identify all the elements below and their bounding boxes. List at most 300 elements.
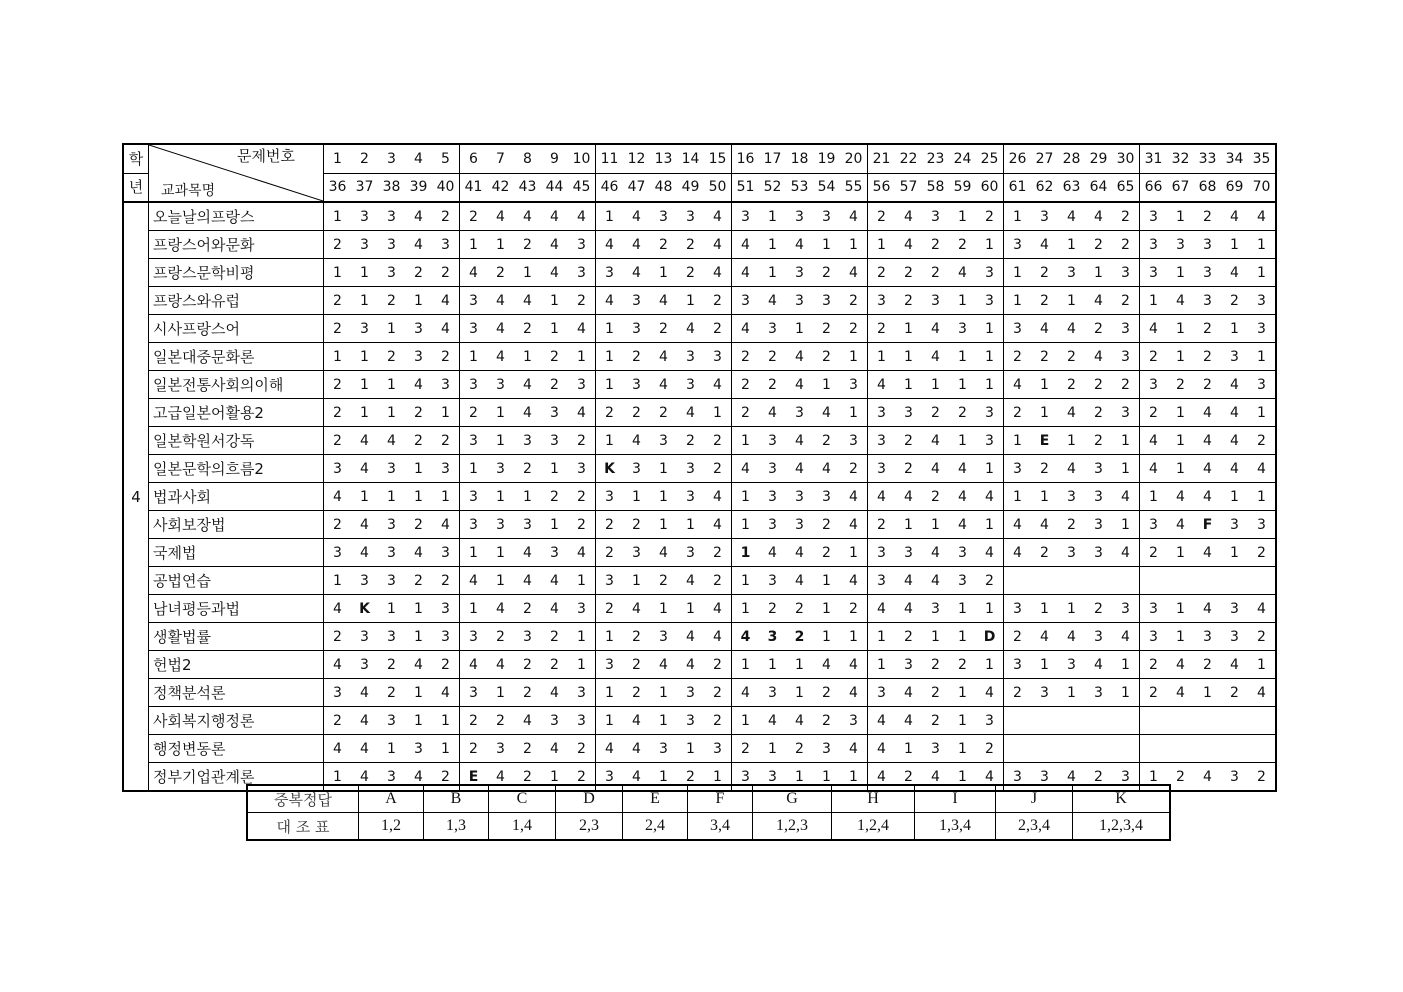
problem-number: 28 [1058,144,1085,173]
answer-cell: 3 [1004,315,1032,343]
answer-cell: 2 [568,483,596,511]
answer-cell: 1 [351,343,378,371]
subject-name: 헌법2 [149,651,324,679]
answer-cell: 3 [378,511,405,539]
answer-cell [1248,567,1276,595]
answer-cell: 4 [786,343,813,371]
answer-cell [1031,707,1058,735]
answer-cell: K [351,595,378,623]
answer-cell: 2 [432,259,460,287]
answer-cell: 3 [976,399,1004,427]
answer-cell: 2 [868,202,896,231]
answer-cell: 2 [786,623,813,651]
answer-cell: 1 [514,343,541,371]
answer-cell: 1 [487,539,514,567]
answer-cell: 3 [759,567,786,595]
answer-cell: 2 [868,511,896,539]
answer-cell: 3 [813,287,840,315]
header-row-top [123,144,1276,173]
answer-cell: 3 [324,539,352,567]
answer-cell: 3 [568,259,596,287]
answer-cell: 2 [732,371,760,399]
answer-cell: 2 [650,231,677,259]
legend-value: 1,2 [359,813,424,841]
answer-cell: 2 [1194,651,1221,679]
answer-cell: 2 [623,679,650,707]
answer-cell: 4 [596,231,624,259]
answer-cell: 4 [1194,539,1221,567]
answer-cell: 2 [1058,343,1085,371]
answer-cell: 2 [1248,623,1276,651]
answer-cell: 2 [813,707,840,735]
answer-cell: 1 [1140,763,1168,792]
answer-cell: 3 [1221,623,1248,651]
answer-cell [1004,735,1032,763]
answer-cell: 3 [1004,651,1032,679]
subject-name: 오늘날의프랑스 [149,202,324,231]
answer-cell: 3 [813,483,840,511]
answer-cell: 3 [378,231,405,259]
answer-cell: 2 [895,259,922,287]
answer-cell: 1 [568,623,596,651]
answer-cell: 3 [1167,231,1194,259]
answer-cell: 1 [650,511,677,539]
answer-cell: 4 [677,623,704,651]
answer-cell: 1 [650,595,677,623]
answer-cell: 4 [786,371,813,399]
answer-cell: 3 [759,315,786,343]
problem-number: 44 [541,173,568,202]
answer-cell: 4 [1194,455,1221,483]
answer-cell: 1 [432,483,460,511]
answer-cell: 1 [460,595,488,623]
answer-cell: 2 [460,202,488,231]
legend-value: 3,4 [688,813,753,841]
answer-cell: 1 [650,707,677,735]
answer-cell: 4 [1194,595,1221,623]
answer-cell: 1 [568,651,596,679]
problem-number: 20 [840,144,868,173]
answer-cell: 1 [1140,483,1168,511]
answer-cell: 1 [1221,315,1248,343]
answer-cell: 4 [568,539,596,567]
answer-cell: 2 [868,315,896,343]
subject-label: 교과목명 [161,183,216,199]
answer-cell: 4 [650,371,677,399]
answer-cell [1058,567,1085,595]
answer-cell: 2 [1221,287,1248,315]
answer-cell: 3 [976,427,1004,455]
answer-cell: 3 [1085,455,1112,483]
header-diagonal-cell [149,144,324,202]
answer-cell: 3 [1085,623,1112,651]
answer-cell: 3 [1058,651,1085,679]
answer-cell: 3 [732,202,760,231]
answer-cell: 1 [1004,259,1032,287]
answer-cell: 2 [1221,679,1248,707]
answer-cell: 1 [732,707,760,735]
answer-cell: 1 [405,595,432,623]
answer-cell: 2 [1167,763,1194,792]
problem-number: 8 [514,144,541,173]
answer-cell: 3 [1140,259,1168,287]
answer-cell: 3 [460,483,488,511]
answer-cell: 1 [732,567,760,595]
answer-cell: 2 [324,707,352,735]
answer-cell: 3 [351,202,378,231]
answer-cell: 2 [1085,763,1112,792]
answer-cell: 4 [432,679,460,707]
answer-cell: 3 [568,595,596,623]
answer-cell: 3 [786,259,813,287]
answer-cell: 2 [813,315,840,343]
answer-cell [1221,567,1248,595]
answer-cell: 4 [922,455,949,483]
answer-cell: 4 [840,202,868,231]
answer-cell: 4 [949,259,976,287]
answer-cell: 4 [351,539,378,567]
subject-row [123,735,1276,763]
answer-cell: 2 [487,623,514,651]
answer-cell: 1 [813,763,840,792]
answer-cell: 4 [541,735,568,763]
answer-cell: 2 [596,595,624,623]
answer-cell: 2 [405,511,432,539]
answer-cell: 3 [922,735,949,763]
answer-cell: 3 [1140,231,1168,259]
problem-number: 40 [432,173,460,202]
problem-number: 45 [568,173,596,202]
problem-number: 38 [378,173,405,202]
answer-cell: 4 [405,539,432,567]
answer-cell: 3 [623,371,650,399]
answer-cell: 4 [1221,202,1248,231]
problem-number: 23 [922,144,949,173]
answer-cell: 3 [976,287,1004,315]
legend-label-top: 중복정답 [247,785,359,813]
answer-cell: 1 [868,651,896,679]
answer-cell: 2 [460,735,488,763]
answer-cell: 4 [704,259,732,287]
answer-cell: 1 [1058,679,1085,707]
problem-number: 22 [895,144,922,173]
answer-cell: 3 [1112,315,1140,343]
answer-cell: 3 [1031,763,1058,792]
answer-cell: 4 [650,343,677,371]
answer-cell: 3 [487,455,514,483]
answer-cell [1140,567,1168,595]
answer-cell: 2 [514,651,541,679]
problem-number: 16 [732,144,760,173]
answer-cell: 4 [1140,455,1168,483]
answer-cell: 1 [895,343,922,371]
answer-cell: F [1194,511,1221,539]
answer-cell: 1 [840,539,868,567]
answer-cell: 2 [1085,231,1112,259]
legend-value: 1,2,4 [832,813,915,841]
answer-cell: 3 [677,539,704,567]
answer-cell: 4 [1112,483,1140,511]
answer-cell: 2 [786,735,813,763]
answer-cell: 1 [432,399,460,427]
problem-number: 65 [1112,173,1140,202]
answer-cell: 4 [759,707,786,735]
legend-letter: A [359,785,424,813]
answer-cell: 1 [650,763,677,792]
answer-cell: 3 [759,427,786,455]
problem-number: 27 [1031,144,1058,173]
answer-cell: 2 [1112,371,1140,399]
answer-cell [1112,567,1140,595]
problem-number: 33 [1194,144,1221,173]
answer-cell: 4 [514,539,541,567]
answer-cell: 4 [922,763,949,792]
answer-cell: 4 [487,287,514,315]
answer-cell: 4 [840,567,868,595]
answer-cell: 1 [324,343,352,371]
answer-cell: 4 [405,651,432,679]
answer-cell: 2 [432,343,460,371]
answer-cell: 1 [1248,259,1276,287]
answer-cell: 1 [759,735,786,763]
answer-cell: 4 [351,735,378,763]
answer-cell: 3 [1085,483,1112,511]
problem-number: 21 [868,144,896,173]
problem-number: 31 [1140,144,1168,173]
answer-cell: 2 [623,623,650,651]
answer-cell: 4 [596,735,624,763]
answer-cell: 4 [732,231,760,259]
answer-cell: 2 [840,315,868,343]
subject-name: 사회복지행정론 [149,707,324,735]
answer-cell: 4 [514,371,541,399]
answer-cell: 2 [650,399,677,427]
answer-cell: 2 [895,763,922,792]
answer-cell: 1 [976,651,1004,679]
answer-cell: 2 [677,259,704,287]
answer-cell: 4 [351,511,378,539]
answer-cell: 1 [732,539,760,567]
answer-cell: 3 [378,202,405,231]
answer-cell: 4 [868,707,896,735]
answer-cell [1140,735,1168,763]
answer-cell: 4 [1140,427,1168,455]
problem-number: 32 [1167,144,1194,173]
answer-cell: 2 [623,343,650,371]
answer-cell: 1 [759,231,786,259]
answer-cell: 2 [1085,427,1112,455]
subject-name: 국제법 [149,539,324,567]
answer-cell: 4 [432,315,460,343]
answer-cell: 1 [487,483,514,511]
answer-cell: 3 [949,539,976,567]
answer-cell: 4 [351,763,378,792]
answer-cell: 3 [1140,202,1168,231]
answer-cell: 4 [405,371,432,399]
answer-cell: 2 [922,231,949,259]
answer-cell: 1 [1167,259,1194,287]
legend-value: 1,2,3 [753,813,832,841]
answer-cell: 4 [650,539,677,567]
answer-cell: 1 [949,595,976,623]
subject-name: 프랑스문학비평 [149,259,324,287]
answer-cell: 2 [568,763,596,792]
answer-cell: 1 [1140,287,1168,315]
answer-cell: 2 [1194,343,1221,371]
problem-number: 41 [460,173,488,202]
answer-cell: 3 [623,315,650,343]
answer-cell: 3 [868,539,896,567]
answer-cell: 3 [813,735,840,763]
answer-cell: 4 [1167,651,1194,679]
answer-cell: 1 [405,483,432,511]
answer-cell: 4 [623,259,650,287]
legend-value: 1,2,3,4 [1073,813,1171,841]
answer-cell [1085,707,1112,735]
legend-letter: J [996,785,1073,813]
answer-cell: 2 [868,259,896,287]
problem-number: 29 [1085,144,1112,173]
problem-number: 64 [1085,173,1112,202]
answer-cell: 2 [1085,595,1112,623]
problem-number: 6 [460,144,488,173]
answer-cell: 1 [1112,679,1140,707]
answer-cell: 3 [1031,679,1058,707]
answer-cell: 3 [460,287,488,315]
answer-cell: 1 [1058,231,1085,259]
answer-cell: 3 [650,427,677,455]
answer-cell: 2 [324,399,352,427]
answer-cell: 1 [786,651,813,679]
answer-cell: 2 [432,567,460,595]
answer-cell: 3 [1004,763,1032,792]
answer-cell: 1 [378,735,405,763]
answer-cell: 2 [650,315,677,343]
answer-cell: 4 [514,202,541,231]
answer-cell: 2 [949,231,976,259]
subject-row [123,202,1276,231]
answer-cell: 1 [1167,427,1194,455]
answer-cell: 4 [759,539,786,567]
problem-number: 46 [596,173,624,202]
answer-cell: 2 [514,595,541,623]
problem-number: 70 [1248,173,1276,202]
answer-cell: 4 [949,455,976,483]
answer-cell: 4 [840,735,868,763]
answer-cell: 3 [1112,595,1140,623]
answer-cell [1221,707,1248,735]
answer-cell: 4 [568,315,596,343]
answer-cell: 3 [568,231,596,259]
answer-cell: 1 [432,735,460,763]
answer-cell: 4 [895,679,922,707]
answer-cell: 4 [949,511,976,539]
answer-cell: 1 [650,259,677,287]
answer-cell: 1 [351,259,378,287]
subject-row [123,651,1276,679]
answer-cell: 1 [596,427,624,455]
problem-number: 35 [1248,144,1276,173]
answer-cell: 4 [1221,455,1248,483]
answer-cell: 4 [677,399,704,427]
answer-cell: 4 [541,679,568,707]
answer-cell: 1 [487,567,514,595]
answer-cell: 1 [1248,483,1276,511]
answer-cell: 3 [922,595,949,623]
answer-cell: 3 [432,231,460,259]
answer-cell: 3 [868,567,896,595]
answer-cell: 3 [1085,511,1112,539]
answer-cell: 2 [1248,427,1276,455]
answer-cell: 4 [1004,511,1032,539]
answer-cell [1112,735,1140,763]
answer-cell: 2 [596,511,624,539]
answer-cell: 4 [405,202,432,231]
answer-cell: 2 [487,707,514,735]
answer-cell: 3 [1221,763,1248,792]
answer-cell [1031,735,1058,763]
answer-cell: 1 [378,595,405,623]
legend-value: 2,3 [556,813,623,841]
answer-cell: 1 [1248,651,1276,679]
legend-value: 2,3,4 [996,813,1073,841]
answer-cell: 1 [732,595,760,623]
answer-cell: 1 [596,343,624,371]
answer-cell: 4 [786,231,813,259]
answer-cell: 4 [432,511,460,539]
answer-cell [1194,707,1221,735]
answer-cell: 4 [922,427,949,455]
subject-row [123,259,1276,287]
answer-cell: 2 [1031,539,1058,567]
answer-cell: 2 [976,567,1004,595]
subject-name: 프랑스와유럽 [149,287,324,315]
answer-cell: 1 [732,651,760,679]
answer-cell: 2 [378,287,405,315]
answer-cell: 2 [1004,399,1032,427]
subject-name: 생활법률 [149,623,324,651]
answer-cell: 4 [623,735,650,763]
answer-cell: 4 [786,539,813,567]
problem-number: 42 [487,173,514,202]
answer-cell: 2 [1140,399,1168,427]
answer-cell: 3 [868,427,896,455]
answer-cell: 3 [868,399,896,427]
answer-cell: 1 [976,595,1004,623]
answer-cell: 2 [840,455,868,483]
answer-cell: 1 [487,399,514,427]
answer-cell: 1 [677,287,704,315]
answer-cell: 1 [541,315,568,343]
answer-cell: 3 [677,707,704,735]
answer-cell: 4 [704,511,732,539]
answer-cell: 3 [568,679,596,707]
problem-number: 4 [405,144,432,173]
answer-cell: 1 [949,707,976,735]
answer-cell: 1 [895,371,922,399]
problem-number: 36 [324,173,352,202]
answer-cell: 2 [840,287,868,315]
answer-cell: 1 [1031,483,1058,511]
answer-cell: 1 [949,735,976,763]
answer-cell: 4 [623,427,650,455]
answer-cell: 3 [1248,315,1276,343]
answer-cell: 1 [1085,259,1112,287]
answer-cell: 2 [704,539,732,567]
answer-cell: 4 [1112,539,1140,567]
answer-cell: 2 [677,231,704,259]
answer-cell: 4 [514,399,541,427]
